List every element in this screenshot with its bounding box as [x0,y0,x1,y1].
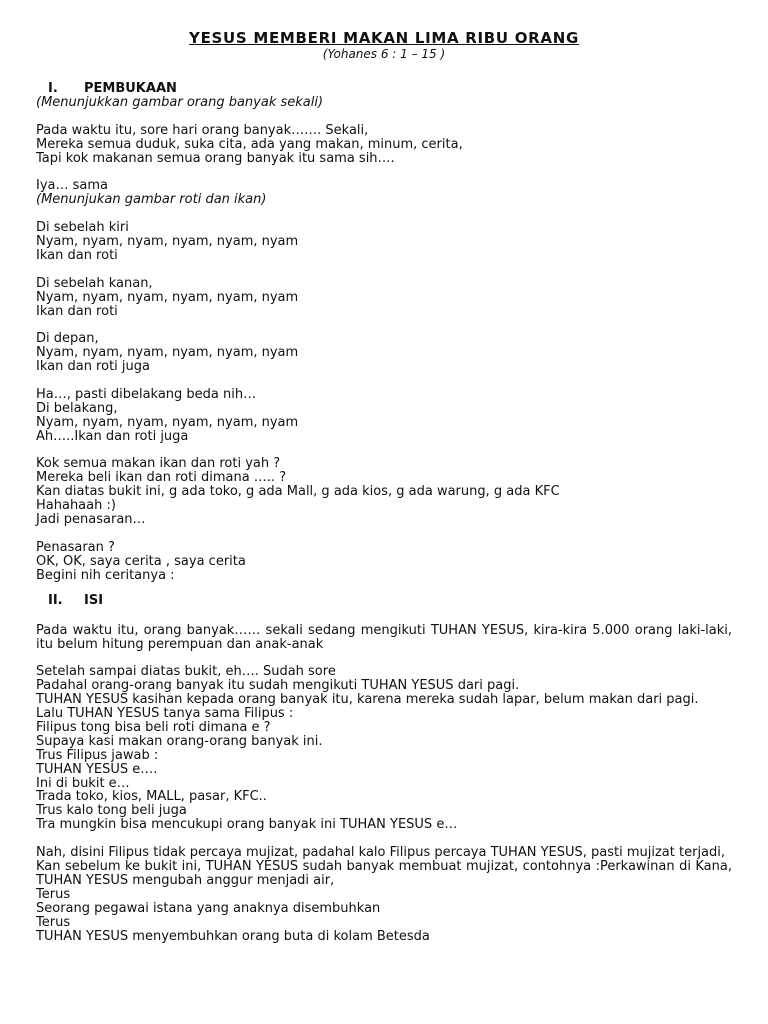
text-line: Penasaran ? [36,539,115,555]
text-line: Padahal orang-orang banyak itu sudah mengikuti TUHAN YESUS dari pagi. [36,678,520,694]
text-line: Seorang pegawai istana yang anaknya disembuhkan [36,900,381,916]
text-line: Ah…..Ikan dan roti juga [36,428,189,444]
section-title: PEMBUKAAN [84,81,177,96]
paragraph: TUHAN YESUS kasihan kepada orang banyak itu, karena mereka sudah lapar, belum makan dari pagi. [36,692,699,708]
text-line: OK, OK, saya cerita , saya cerita [36,553,246,569]
paragraph: Kan sebelum ke bukit ini, TUHAN YESUS sudah banyak membuat mujizat, contohnya :Perkawinan di Kana, TUHAN YESUS mengubah anggur menjadi air, [36,858,732,888]
text-line: Mereka beli ikan dan roti dimana ….. ? [36,470,287,486]
text-line: Ikan dan roti [36,303,118,319]
text-line: Nyam, nyam, nyam, nyam, nyam, nyam [36,234,299,250]
paragraph: Nah, disini Filipus tidak percaya mujizat, padahal kalo Filipus percaya TUHAN YESUS, pasti mujizat terjadi, [36,845,726,861]
text-line: Jadi penasaran… [36,512,146,528]
section-number: II. [48,592,63,608]
text-line: Mereka semua duduk, suka cita, ada yang makan, minum, cerita, [36,136,463,152]
text-line: Trada toko, kios, MALL, pasar, KFC.. [36,789,267,805]
text-line: Kan diatas bukit ini, g ada toko, g ada Mall, g ada kios, g ada warung, g ada KFC [36,484,560,500]
text-line: Lalu TUHAN YESUS tanya sama Filipus : [36,706,294,722]
text-line: Trus kalo tong beli juga [36,803,187,819]
text-line: Nyam, nyam, nyam, nyam, nyam, nyam [36,414,299,430]
text-line: Di sebelah kanan, [36,275,153,291]
text-line: Kok semua makan ikan dan roti yah ? [36,456,281,472]
text-line: Begini nih ceritanya : [36,567,175,583]
text-line: Di belakang, [36,400,118,416]
stage-note: (Menunjukan gambar roti dan ikan) [36,192,267,208]
text-line: Nyam, nyam, nyam, nyam, nyam, nyam [36,345,299,361]
text-line: Terus [36,886,71,902]
document-title: YESUS MEMBERI MAKAN LIMA RIBU ORANG [189,29,579,47]
text-line: TUHAN YESUS menyembuhkan orang buta di kolam Betesda [36,928,430,944]
text-line: Di depan, [36,331,99,347]
text-line: Nyam, nyam, nyam, nyam, nyam, nyam [36,289,299,305]
text-line: Terus [36,914,71,930]
text-line: Pada waktu itu, sore hari orang banyak……. Sekali, [36,122,369,138]
text-line: Ikan dan roti juga [36,359,150,375]
section-heading-pembukaan [36,82,732,96]
section-heading-isi [36,594,732,608]
text-line: Iya… sama [36,178,108,194]
text-line: Di sebelah kiri [36,220,129,236]
text-line: Ikan dan roti [36,247,118,263]
stage-note: (Menunjukkan gambar orang banyak sekali) [36,95,324,110]
text-line: Tapi kok makanan semua orang banyak itu sama sih…. [36,150,395,166]
text-line: Supaya kasi makan orang-orang banyak ini. [36,733,323,749]
text-line: Trus Filipus jawab : [36,747,159,763]
document-subtitle: (Yohanes 6 : 1 – 15 ) [322,47,446,61]
text-line: Setelah sampai diatas bukit, eh…. Sudah sore [36,664,336,680]
text-line: Tra mungkin bisa mencukupi orang banyak ini TUHAN YESUS e… [36,817,458,833]
text-line: Ha…, pasti dibelakang beda nih… [36,386,257,402]
paragraph: Pada waktu itu, orang banyak…… sekali sedang mengikuti TUHAN YESUS, kira-kira 5.000 orang laki-laki, itu belum hitung perempuan dan anak-anak [36,622,732,652]
text-line: Filipus tong bisa beli roti dimana e ? [36,719,271,735]
text-line: Ini di bukit e… [36,775,130,791]
text-line: TUHAN YESUS e…. [36,761,158,777]
section-title: ISI [84,592,104,608]
section-number: I. [48,81,58,96]
text-line: Hahahaah :) [36,498,116,514]
